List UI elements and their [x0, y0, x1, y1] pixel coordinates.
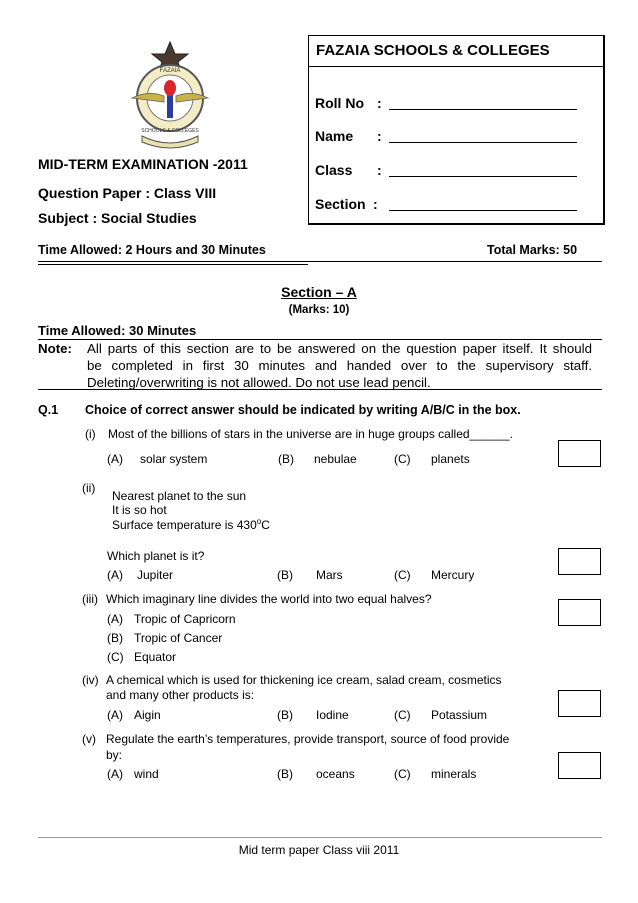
q1-i-text: Most of the billions of stars in the universe are in huge groups called______. [108, 427, 513, 441]
q1-ii-option-a: Jupiter [137, 568, 174, 582]
q1-i-number: (i) [85, 427, 96, 441]
name-label: Name [315, 128, 354, 144]
section-time-allowed: Time Allowed: 30 Minutes [38, 323, 197, 338]
footer-text: Mid term paper Class viii 2011 [238, 843, 400, 857]
q1-ii-clue-3: Surface temperature is 430$^o$C [112, 517, 270, 532]
section-colon: : [373, 196, 378, 212]
q1-iv-option-c: Potassium [431, 708, 488, 722]
q1-iii-option-c: Equator [134, 650, 177, 664]
question-paper-class: Question Paper : Class VIII [38, 185, 217, 201]
q1-ii-answer-box[interactable] [558, 548, 601, 575]
time-allowed-total: Time Allowed: 2 Hours and 30 Minutes [38, 243, 266, 257]
q1-v-text-line-2: by: [106, 748, 123, 762]
section-label: Section [315, 196, 366, 212]
q1-iii-number: (iii) [82, 592, 98, 606]
class-label: Class [315, 162, 353, 178]
q1-iv-option-c-key: (C) [394, 708, 411, 722]
q1-ii-option-b: Mars [316, 568, 343, 582]
q1-iii-option-c-key: (C) [107, 650, 124, 664]
q1-v-option-c-key: (C) [394, 767, 411, 781]
q1-i-option-a-key: (A) [107, 452, 123, 466]
q1-iii-option-b: Tropic of Cancer [134, 631, 223, 645]
q1-ii-option-c-key: (C) [394, 568, 411, 582]
logo-scroll [142, 136, 198, 148]
section-marks: (Marks: 10) [288, 304, 350, 316]
roll-no-field[interactable] [389, 109, 577, 110]
footer-rule [38, 837, 602, 838]
q1-iv-option-a-key: (A) [107, 708, 123, 722]
note-line-2: be completed in first 30 minutes and handed over to the supervisory staff. [87, 358, 592, 373]
note-label: Note: [38, 341, 72, 356]
q1-i-option-b-key: (B) [278, 452, 294, 466]
q1-iv-text-line-2: and many other products is: [106, 688, 255, 702]
q1-ii-text: Which planet is it? [107, 549, 205, 563]
school-logo [118, 40, 222, 150]
q1-v-answer-box[interactable] [558, 752, 601, 779]
q1-v-text-line-1: Regulate the earth’s temperatures, provide transport, source of food provide [106, 732, 510, 746]
q1-ii-option-b-key: (B) [277, 568, 293, 582]
name-field[interactable] [389, 142, 577, 143]
q1-iii-option-b-key: (B) [107, 631, 123, 645]
q1-iv-text-line-1: A chemical which is used for thickening ice cream, salad cream, cosmetics [106, 673, 502, 687]
q1-v-option-a-key: (A) [107, 767, 123, 781]
q1-i-option-a: solar system [140, 452, 208, 466]
q1-ii-number: (ii) [82, 481, 96, 495]
section-title-row [0, 284, 638, 302]
q1-iv-number: (iv) [82, 673, 99, 687]
q1-iv-option-b: Iodine [316, 708, 349, 722]
q1-ii-clue-1: Nearest planet to the sun [112, 489, 247, 503]
q1-iii-answer-box[interactable] [558, 599, 601, 626]
q1-number: Q.1 [38, 403, 59, 417]
name-colon: : [377, 128, 382, 144]
q1-v-option-b-key: (B) [277, 767, 293, 781]
class-field[interactable] [389, 176, 577, 177]
roll-no-colon: : [377, 95, 382, 111]
note-text [87, 340, 592, 391]
q1-i-option-b: nebulae [314, 452, 357, 466]
note-line-1: All parts of this section are to be answered on the question paper itself. It should [87, 341, 592, 356]
svg-text:FAZAIA: FAZAIA [159, 68, 181, 74]
q1-v-option-c: minerals [431, 767, 477, 781]
section-title: Section – A [281, 284, 357, 300]
q1-i-option-c-key: (C) [394, 452, 411, 466]
note-line-3: Deleting/overwriting is not allowed. Do not use lead pencil. [87, 375, 431, 390]
q1-iii-text: Which imaginary line divides the world into two equal halves? [106, 592, 432, 606]
q1-v-option-b: oceans [316, 767, 355, 781]
q1-i-option-c: planets [431, 452, 470, 466]
q1-v-option-a: wind [134, 767, 159, 781]
subject: Subject : Social Studies [38, 210, 197, 226]
school-name: FAZAIA SCHOOLS & COLLEGES [316, 42, 550, 59]
exam-title: MID-TERM EXAMINATION -2011 [38, 156, 248, 172]
header-divider [38, 261, 602, 262]
q1-ii-option-c: Mercury [431, 568, 475, 582]
q1-ii-option-a-key: (A) [107, 568, 123, 582]
roll-no-label: Roll No [315, 95, 364, 111]
q1-iii-option-a: Tropic of Capricorn [134, 612, 236, 626]
svg-text:SCHOOLS & COLLEGES: SCHOOLS & COLLEGES [141, 128, 199, 134]
section-field[interactable] [389, 210, 577, 211]
q1-instruction: Choice of correct answer should be indicated by writing A/B/C in the box. [85, 403, 521, 417]
class-colon: : [377, 162, 382, 178]
note-rule [38, 389, 602, 390]
q1-i-answer-box[interactable] [558, 440, 601, 467]
total-marks: Total Marks: 50 [487, 243, 578, 257]
q1-iv-option-a: Aigin [134, 708, 161, 722]
header-divider-accent [38, 264, 308, 265]
q1-iv-answer-box[interactable] [558, 690, 601, 717]
q1-iii-option-a-key: (A) [107, 612, 123, 626]
q1-iv-option-b-key: (B) [277, 708, 293, 722]
q1-ii-clue-2: It is so hot [112, 503, 167, 517]
q1-v-number: (v) [82, 732, 96, 746]
